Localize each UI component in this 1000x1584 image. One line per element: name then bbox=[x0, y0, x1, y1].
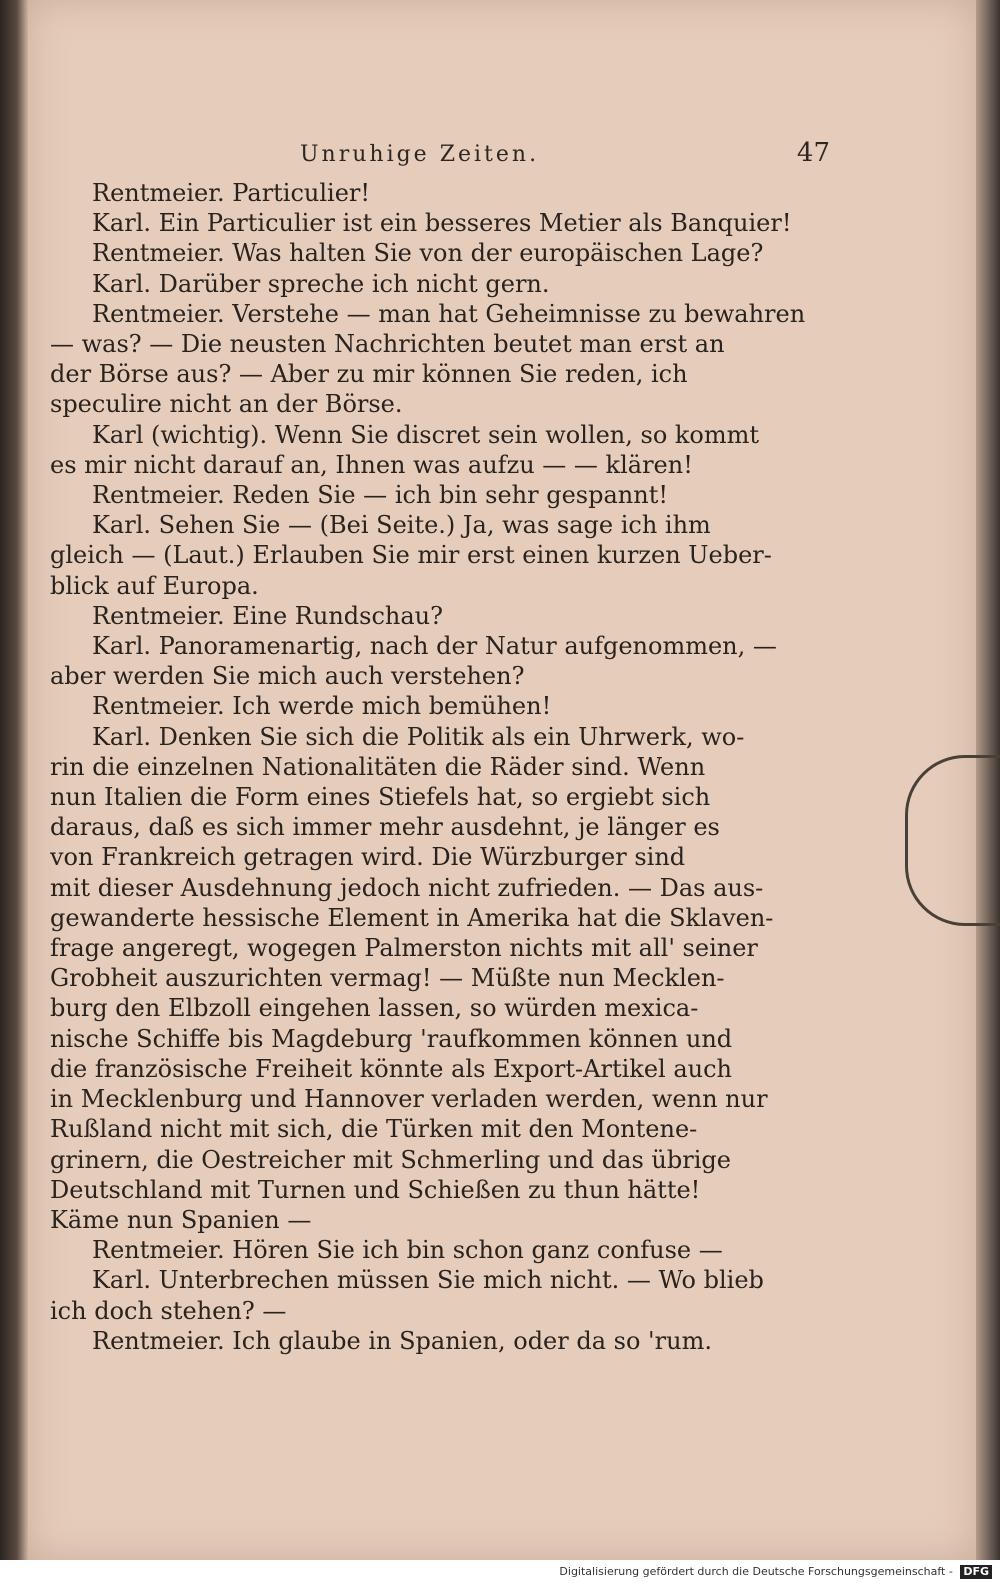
text-line: nun Italien die Form eines Stiefels hat, so ergiebt sich bbox=[50, 783, 711, 812]
text-line: die französische Freiheit könnte als Export-Artikel auch bbox=[50, 1054, 732, 1083]
text-line: ich doch stehen? — bbox=[50, 1296, 287, 1325]
text-line: Karl. Panoramenartig, nach der Natur aufgenommen, — bbox=[92, 632, 777, 661]
text-line: Deutschland mit Turnen und Schießen zu thun hätte! bbox=[50, 1175, 701, 1204]
dfg-logo: DFG bbox=[960, 1565, 992, 1579]
text-line: Karl. Unterbrechen müssen Sie mich nicht. — Wo blieb bbox=[92, 1266, 764, 1295]
text-line: Karl. Ein Particulier ist ein besseres Metier als Banquier! bbox=[92, 209, 792, 238]
text-line: Rentmeier. Hören Sie ich bin schon ganz confuse — bbox=[92, 1236, 723, 1265]
text-line: von Frankreich getragen wird. Die Würzburger sind bbox=[50, 843, 686, 872]
text-line: Grobheit auszurichten vermag! — Müßte nun Mecklen- bbox=[50, 964, 725, 993]
text-line: Rentmeier. Ich glaube in Spanien, oder da so 'rum. bbox=[92, 1326, 712, 1355]
page-text bbox=[50, 178, 825, 1356]
text-line: blick auf Europa. bbox=[50, 571, 259, 600]
text-line: Rentmeier. Was halten Sie von der europäischen Lage? bbox=[92, 239, 764, 268]
text-line: Karl. Denken Sie sich die Politik als ein Uhrwerk, wo- bbox=[92, 722, 745, 751]
text-line: frage angeregt, wogegen Palmerston nichts mit all' seiner bbox=[50, 934, 758, 963]
text-line: Karl. Sehen Sie — (Bei Seite.) Ja, was sage ich ihm bbox=[92, 511, 711, 540]
text-line: grinern, die Oestreicher mit Schmerling und das übrige bbox=[50, 1145, 731, 1174]
text-line: es mir nicht darauf an, Ihnen was aufzu — — klären! bbox=[50, 450, 693, 479]
page-number: 47 bbox=[796, 138, 830, 168]
digitization-footer bbox=[0, 1560, 1000, 1584]
text-line: Karl (wichtig). Wenn Sie discret sein wollen, so kommt bbox=[92, 420, 760, 449]
text-line: gleich — (Laut.) Erlauben Sie mir erst einen kurzen Ueber- bbox=[50, 541, 772, 570]
text-line: nische Schiffe bis Magdeburg 'raufkommen können und bbox=[50, 1024, 733, 1053]
text-line: — was? — Die neusten Nachrichten beutet man erst an bbox=[50, 330, 725, 359]
text-line: Rentmeier. Eine Rundschau? bbox=[92, 601, 443, 630]
text-line: burg den Elbzoll eingehen lassen, so würden mexica- bbox=[50, 994, 699, 1023]
text-line: rin die einzelnen Nationalitäten die Räder sind. Wenn bbox=[50, 752, 706, 781]
book-spine-left bbox=[0, 0, 28, 1560]
text-line: Rußland nicht mit sich, die Türken mit den Montene- bbox=[50, 1115, 698, 1144]
text-line: in Mecklenburg und Hannover verladen werden, wenn nur bbox=[50, 1085, 768, 1114]
footer-credit: Digitalisierung gefördert durch die Deutsche Forschungsgemeinschaft - bbox=[559, 1565, 953, 1578]
text-line: aber werden Sie mich auch verstehen? bbox=[50, 662, 525, 691]
text-line: Rentmeier. Reden Sie — ich bin sehr gespannt! bbox=[92, 481, 668, 510]
running-title: Unruhige Zeiten. bbox=[300, 142, 540, 167]
text-line: mit dieser Ausdehnung jedoch nicht zufrieden. — Das aus- bbox=[50, 873, 764, 902]
page-header bbox=[300, 138, 830, 168]
text-line: Käme nun Spanien — bbox=[50, 1205, 312, 1234]
text-line: Karl. Darüber spreche ich nicht gern. bbox=[92, 269, 550, 298]
text-line: Rentmeier. Ich werde mich bemühen! bbox=[92, 692, 552, 721]
text-line: der Börse aus? — Aber zu mir können Sie reden, ich bbox=[50, 360, 688, 389]
text-line: speculire nicht an der Börse. bbox=[50, 390, 403, 419]
text-line: daraus, daß es sich immer mehr ausdehnt, je länger es bbox=[50, 813, 720, 842]
text-line: gewanderte hessische Element in Amerika hat die Sklaven- bbox=[50, 903, 774, 932]
text-line: Rentmeier. Particulier! bbox=[92, 179, 371, 207]
page-clip bbox=[905, 755, 1000, 926]
text-line: Rentmeier. Verstehe — man hat Geheimnisse zu bewahren bbox=[92, 299, 806, 328]
